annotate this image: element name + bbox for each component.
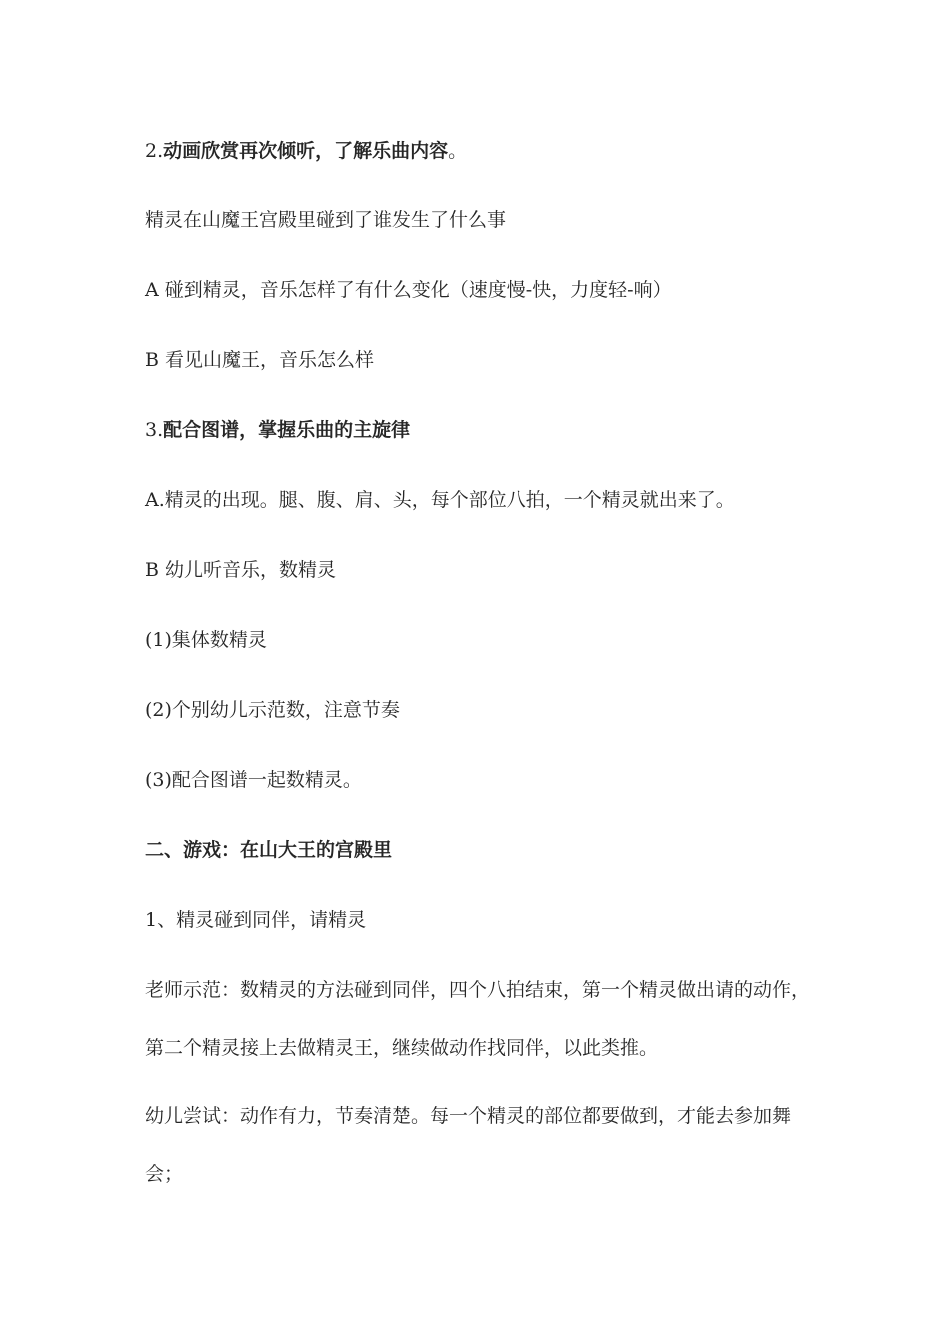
heading-game: 二、游戏：在山大王的宫殿里 <box>145 839 393 861</box>
paragraph-item-b-king: B 看见山魔王，音乐怎么样 <box>145 349 375 371</box>
heading-step-2 <box>145 139 815 163</box>
paragraph-question: 精灵在山魔王宫殿里碰到了谁发生了什么事 <box>145 209 507 231</box>
heading-step-3-number: 3. <box>145 419 164 441</box>
paragraph-child-attempt: 幼儿尝试：动作有力，节奏清楚。每一个精灵的部位都要做到，才能去参加舞会； <box>145 1105 792 1185</box>
paragraph-teacher-demo: 老师示范：数精灵的方法碰到同伴，四个八拍结束，第一个精灵做出请的动作，第二个精灵接上去做精灵王，继续做动作找同伴，以此类推。 <box>145 979 811 1059</box>
paragraph-elf-appearance: A.精灵的出现。腿、腹、肩、头，每个部位八拍，一个精灵就出来了。 <box>145 489 735 511</box>
heading-step-2-text: 动画欣赏再次倾听，了解乐曲内容 <box>163 140 449 162</box>
paragraph-count-elves: B 幼儿听音乐，数精灵 <box>145 559 337 581</box>
heading-step-2-period: 。 <box>448 140 468 162</box>
paragraph-sub-3: (3)配合图谱一起数精灵。 <box>145 769 362 791</box>
paragraph-game-step-1: 1、精灵碰到同伴，请精灵 <box>145 909 367 931</box>
paragraph-item-a-elf: A 碰到精灵，音乐怎样了有什么变化（速度慢-快，力度轻-响） <box>145 279 672 301</box>
paragraph-sub-1: (1)集体数精灵 <box>145 629 267 651</box>
heading-step-2-number: 2. <box>145 140 164 162</box>
paragraph-sub-2: (2)个别幼儿示范数，注意节奏 <box>145 699 400 721</box>
heading-step-3 <box>145 418 815 442</box>
heading-step-3-text: 配合图谱，掌握乐曲的主旋律 <box>163 419 411 441</box>
